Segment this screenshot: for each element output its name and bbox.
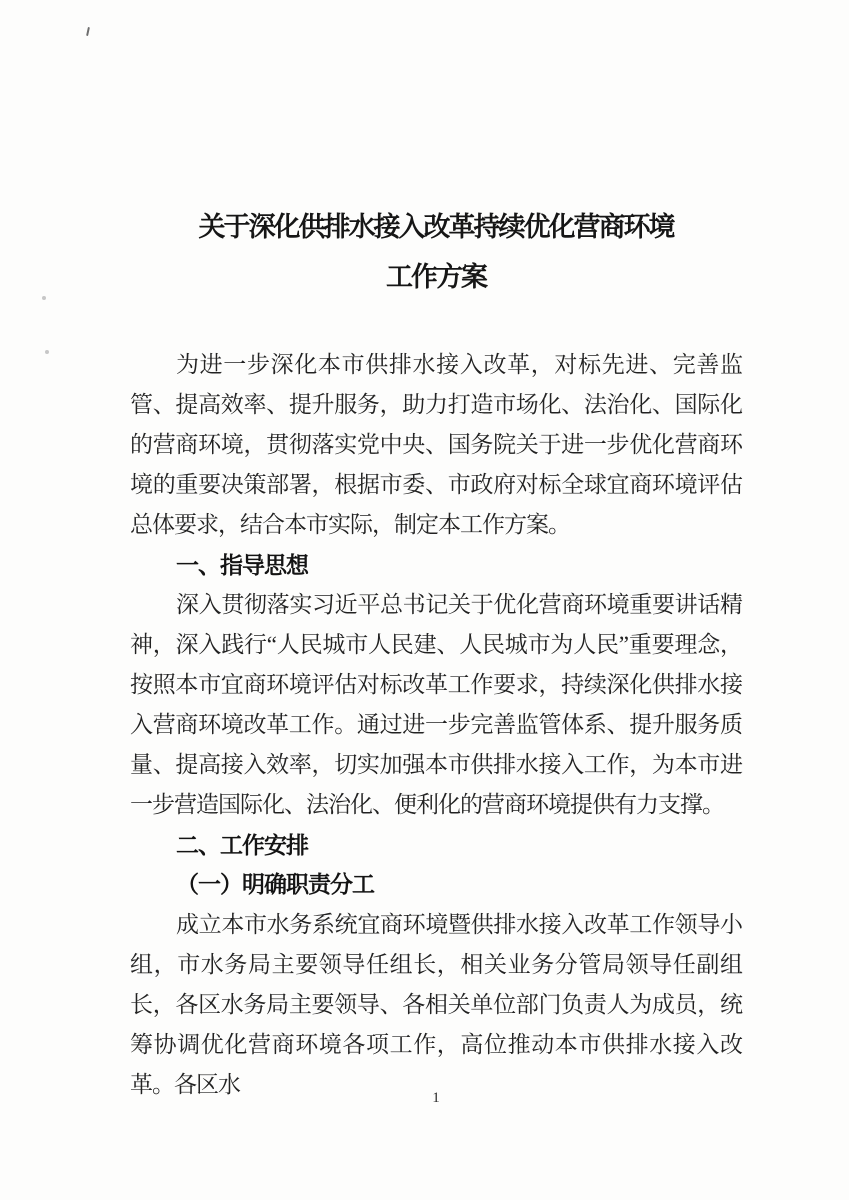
page-number: 1 (432, 1090, 440, 1106)
paragraph-responsibilities: 成立本市水务系统宜商环境暨供排水接入改革工作领导小组，市水务局主要领导任组长，相关业务分管局领导任副组长，各区水务局主要领导、各相关单位部门负责人为成员，统筹协调优化营商环境各项工作，高位推动本市供排水接入改革。各区水 (130, 912, 742, 1097)
scan-tick-mark (86, 27, 90, 36)
document-body (130, 345, 742, 1105)
scan-speck (42, 296, 46, 300)
section-heading-guiding-ideology: 一、指导思想 (176, 552, 308, 578)
scan-speck (45, 350, 49, 354)
document-title-line1: 关于深化供排水接入改革持续优化营商环境 (198, 212, 674, 242)
document-title (130, 202, 742, 302)
document-title-line2: 工作方案 (386, 262, 486, 292)
paragraph-guiding-ideology: 深入贯彻落实习近平总书记关于优化营商环境重要讲话精神，深入践行“人民城市人民建、人民城市为人民”重要理念，按照本市宜商环境评估对标改革工作要求，持续深化供排水接入营商环境改革工作。通过进一步完善监管体系、提升服务质量、提高接入效率，切实加强本市供排水接入工作，为本市进一步营造国际化、法治化、便利化的营商环境提供有力支撑。 (130, 592, 742, 817)
subsection-heading-responsibilities: （一）明确职责分工 (176, 872, 374, 897)
paragraph-preamble: 为进一步深化本市供排水接入改革，对标先进、完善监管、提高效率、提升服务，助力打造市场化、法治化、国际化的营商环境，贯彻落实党中央、国务院关于进一步优化营商环境的重要决策部署，根据市委、市政府对标全球宜商环境评估总体要求，结合本市实际，制定本工作方案。 (130, 352, 742, 537)
document-content (130, 0, 742, 1105)
section-heading-work-arrangement: 二、工作安排 (176, 832, 308, 858)
